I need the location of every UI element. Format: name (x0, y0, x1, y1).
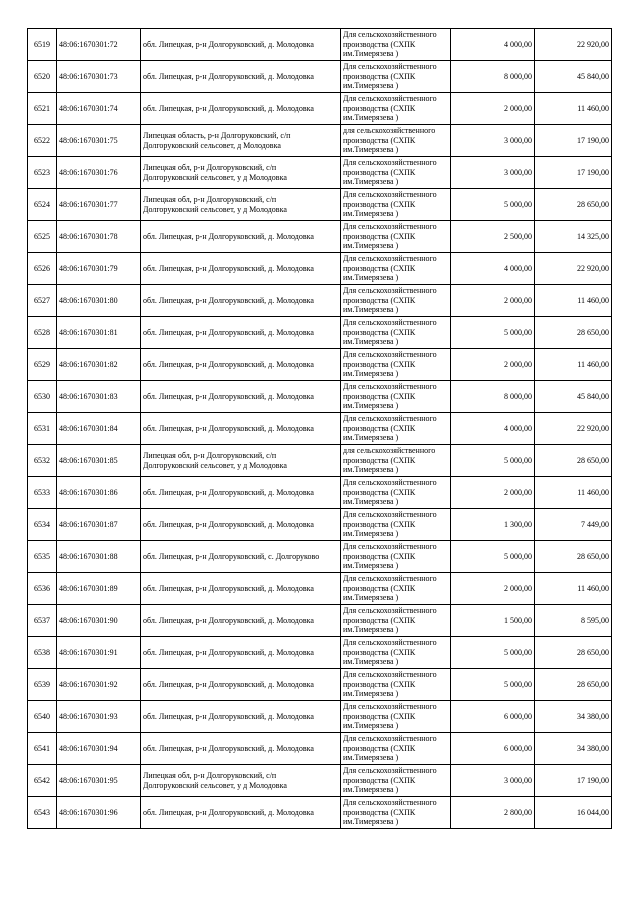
cadastral-number-cell: 48:06:1670301:78 (57, 221, 141, 253)
area-cell: 2 800,00 (451, 797, 535, 829)
land-use-cell-line: производства (СХПК (343, 135, 416, 145)
land-use-cell-line: для сельскохозяйственного (343, 446, 436, 456)
cadastral-value-cell: 28 650,00 (535, 189, 612, 221)
table-row (28, 157, 612, 189)
land-use-cell-line: производства (СХПК (343, 647, 416, 657)
address-cell-line: обл. Липецкая, р-н Долгоруковский, д. Молодовка (143, 71, 314, 81)
land-use-cell-line: Для сельскохозяйственного (343, 734, 437, 744)
cadastral-value-cell: 45 840,00 (535, 61, 612, 93)
address-cell (141, 189, 341, 221)
table-row (28, 189, 612, 221)
area-cell: 2 000,00 (451, 93, 535, 125)
land-use-cell-line: производства (СХПК (343, 487, 416, 497)
address-cell (141, 445, 341, 477)
land-use-cell-line: производства (СХПК (343, 551, 416, 561)
land-use-cell (341, 669, 451, 701)
address-cell (141, 733, 341, 765)
row-number-cell: 6543 (28, 797, 57, 829)
table-row (28, 573, 612, 605)
area-cell: 1 300,00 (451, 509, 535, 541)
area-cell: 2 000,00 (451, 477, 535, 509)
row-number-cell: 6540 (28, 701, 57, 733)
cadastral-number-cell: 48:06:1670301:88 (57, 541, 141, 573)
land-plots-table (27, 28, 612, 829)
address-cell (141, 285, 341, 317)
row-number-cell: 6527 (28, 285, 57, 317)
cadastral-value-cell: 28 650,00 (535, 669, 612, 701)
address-cell (141, 573, 341, 605)
area-cell: 8 000,00 (451, 61, 535, 93)
cadastral-value-cell: 28 650,00 (535, 541, 612, 573)
row-number-cell: 6523 (28, 157, 57, 189)
cadastral-number-cell: 48:06:1670301:93 (57, 701, 141, 733)
address-cell (141, 61, 341, 93)
address-cell-line: Липецкая область, р-н Долгоруковский, с/п (143, 131, 291, 140)
table-row (28, 701, 612, 733)
address-cell-line: Липецкая обл, р-н Долгоруковский, с/п (143, 451, 277, 460)
address-cell (141, 29, 341, 61)
address-cell-line: обл. Липецкая, р-н Долгоруковский, д. Молодовка (143, 327, 314, 337)
cadastral-number-cell: 48:06:1670301:73 (57, 61, 141, 93)
cadastral-number-cell: 48:06:1670301:84 (57, 413, 141, 445)
table-row (28, 61, 612, 93)
land-use-cell-line: Для сельскохозяйственного (343, 798, 437, 808)
address-cell-line: обл. Липецкая, р-н Долгоруковский, д. Молодовка (143, 295, 314, 305)
land-use-cell-line: Для сельскохозяйственного (343, 670, 437, 680)
address-cell-line: Липецкая обл, р-н Долгоруковский, с/п (143, 195, 277, 204)
land-use-cell-line: производства (СХПК (343, 327, 416, 337)
cadastral-number-cell: 48:06:1670301:74 (57, 93, 141, 125)
cadastral-value-cell: 11 460,00 (535, 93, 612, 125)
address-cell (141, 221, 341, 253)
land-use-cell-line: Для сельскохозяйственного (343, 542, 437, 552)
land-use-cell-line: Для сельскохозяйственного (343, 62, 437, 72)
cadastral-value-cell: 7 449,00 (535, 509, 612, 541)
land-use-cell-line: им.Тимерязева ) (343, 113, 399, 123)
land-use-cell (341, 605, 451, 637)
land-use-cell-line: им.Тимерязева ) (343, 177, 399, 187)
land-use-cell (341, 125, 451, 157)
land-use-cell-line: производства (СХПК (343, 423, 416, 433)
address-cell (141, 253, 341, 285)
land-use-cell-line: производства (СХПК (343, 71, 416, 81)
address-cell (141, 93, 341, 125)
address-cell (141, 797, 341, 829)
land-use-cell-line: Для сельскохозяйственного (343, 766, 437, 776)
address-cell (141, 477, 341, 509)
cadastral-number-cell: 48:06:1670301:72 (57, 29, 141, 61)
cadastral-value-cell: 22 920,00 (535, 413, 612, 445)
table-row (28, 285, 612, 317)
cadastral-number-cell: 48:06:1670301:85 (57, 445, 141, 477)
cadastral-number-cell: 48:06:1670301:92 (57, 669, 141, 701)
row-number-cell: 6530 (28, 381, 57, 413)
land-use-cell-line: производства (СХПК (343, 679, 416, 689)
address-cell-line: обл. Липецкая, р-н Долгоруковский, д. Молодовка (143, 231, 314, 241)
address-cell-line: обл. Липецкая, р-н Долгоруковский, д. Молодовка (143, 679, 314, 689)
table-row (28, 765, 612, 797)
land-use-cell-line: Для сельскохозяйственного (343, 414, 437, 424)
address-cell (141, 317, 341, 349)
land-use-cell-line: производства (СХПК (343, 711, 416, 721)
land-use-cell-line: Для сельскохозяйственного (343, 30, 437, 40)
land-use-cell (341, 349, 451, 381)
address-cell (141, 413, 341, 445)
table-row (28, 221, 612, 253)
cadastral-value-cell: 11 460,00 (535, 285, 612, 317)
cadastral-number-cell: 48:06:1670301:94 (57, 733, 141, 765)
table-row (28, 29, 612, 61)
land-use-cell-line: им.Тимерязева ) (343, 593, 399, 603)
land-use-cell-line: производства (СХПК (343, 295, 416, 305)
address-cell (141, 349, 341, 381)
cadastral-value-cell: 22 920,00 (535, 253, 612, 285)
land-use-cell-line: Для сельскохозяйственного (343, 702, 437, 712)
area-cell: 2 000,00 (451, 285, 535, 317)
address-cell-line: обл. Липецкая, р-н Долгоруковский, д. Молодовка (143, 615, 314, 625)
address-cell (141, 605, 341, 637)
land-use-cell-line: им.Тимерязева ) (343, 465, 399, 475)
cadastral-number-cell: 48:06:1670301:96 (57, 797, 141, 829)
address-cell (141, 765, 341, 797)
land-use-cell (341, 637, 451, 669)
table-row (28, 413, 612, 445)
land-use-cell (341, 797, 451, 829)
table-row (28, 797, 612, 829)
row-number-cell: 6532 (28, 445, 57, 477)
land-use-cell-line: им.Тимерязева ) (343, 625, 399, 635)
row-number-cell: 6538 (28, 637, 57, 669)
address-cell-line: обл. Липецкая, р-н Долгоруковский, д. Молодовка (143, 487, 314, 497)
cadastral-number-cell: 48:06:1670301:86 (57, 477, 141, 509)
land-use-cell-line: Для сельскохозяйственного (343, 254, 437, 264)
address-cell (141, 157, 341, 189)
address-cell-line: обл. Липецкая, р-н Долгоруковский, д. Молодовка (143, 807, 314, 817)
cadastral-value-cell: 17 190,00 (535, 157, 612, 189)
table-row (28, 381, 612, 413)
area-cell: 4 000,00 (451, 29, 535, 61)
cadastral-number-cell: 48:06:1670301:80 (57, 285, 141, 317)
area-cell: 4 000,00 (451, 413, 535, 445)
row-number-cell: 6537 (28, 605, 57, 637)
table-row (28, 541, 612, 573)
cadastral-value-cell: 34 380,00 (535, 701, 612, 733)
area-cell: 6 000,00 (451, 733, 535, 765)
row-number-cell: 6519 (28, 29, 57, 61)
row-number-cell: 6536 (28, 573, 57, 605)
address-cell (141, 381, 341, 413)
cadastral-value-cell: 8 595,00 (535, 605, 612, 637)
address-cell-line: обл. Липецкая, р-н Долгоруковский, д. Молодовка (143, 263, 314, 273)
address-cell-line: обл. Липецкая, р-н Долгоруковский, д. Молодовка (143, 743, 314, 753)
land-use-cell-line: Для сельскохозяйственного (343, 510, 437, 520)
row-number-cell: 6520 (28, 61, 57, 93)
cadastral-number-cell: 48:06:1670301:95 (57, 765, 141, 797)
land-use-cell-line: Для сельскохозяйственного (343, 382, 437, 392)
land-use-cell (341, 29, 451, 61)
area-cell: 5 000,00 (451, 541, 535, 573)
land-use-cell (341, 157, 451, 189)
land-use-cell (341, 93, 451, 125)
land-use-cell-line: производства (СХПК (343, 231, 416, 241)
land-use-cell-line: для сельскохозяйственного (343, 126, 436, 136)
cadastral-number-cell: 48:06:1670301:82 (57, 349, 141, 381)
row-number-cell: 6533 (28, 477, 57, 509)
land-use-cell-line: Для сельскохозяйственного (343, 94, 437, 104)
address-cell-line: обл. Липецкая, р-н Долгоруковский, д. Молодовка (143, 103, 314, 113)
cadastral-value-cell: 11 460,00 (535, 349, 612, 381)
table-row (28, 125, 612, 157)
land-use-cell (341, 445, 451, 477)
land-use-cell-line: производства (СХПК (343, 103, 416, 113)
cadastral-value-cell: 28 650,00 (535, 317, 612, 349)
land-use-cell (341, 413, 451, 445)
land-use-cell (341, 541, 451, 573)
row-number-cell: 6534 (28, 509, 57, 541)
area-cell: 3 000,00 (451, 157, 535, 189)
cadastral-value-cell: 45 840,00 (535, 381, 612, 413)
address-cell-line: Липецкая обл, р-н Долгоруковский, с/п (143, 163, 277, 172)
land-use-cell-line: производства (СХПК (343, 615, 416, 625)
area-cell: 2 000,00 (451, 349, 535, 381)
land-use-cell-line: им.Тимерязева ) (343, 305, 399, 315)
area-cell: 5 000,00 (451, 189, 535, 221)
land-use-cell-line: им.Тимерязева ) (343, 497, 399, 507)
land-use-cell-line: Для сельскохозяйственного (343, 190, 437, 200)
area-cell: 3 000,00 (451, 765, 535, 797)
land-use-cell-line: Для сельскохозяйственного (343, 158, 437, 168)
row-number-cell: 6521 (28, 93, 57, 125)
land-use-cell-line: им.Тимерязева ) (343, 49, 399, 59)
row-number-cell: 6529 (28, 349, 57, 381)
land-use-cell-line: производства (СХПК (343, 455, 416, 465)
land-use-cell-line: им.Тимерязева ) (343, 433, 399, 443)
table-row (28, 477, 612, 509)
land-use-cell-line: им.Тимерязева ) (343, 273, 399, 283)
land-use-cell-line: Для сельскохозяйственного (343, 478, 437, 488)
row-number-cell: 6531 (28, 413, 57, 445)
land-use-cell (341, 701, 451, 733)
table-row (28, 733, 612, 765)
row-number-cell: 6524 (28, 189, 57, 221)
area-cell: 3 000,00 (451, 125, 535, 157)
land-use-cell-line: производства (СХПК (343, 583, 416, 593)
area-cell: 4 000,00 (451, 253, 535, 285)
area-cell: 5 000,00 (451, 669, 535, 701)
land-use-cell-line: производства (СХПК (343, 519, 416, 529)
cadastral-number-cell: 48:06:1670301:83 (57, 381, 141, 413)
row-number-cell: 6522 (28, 125, 57, 157)
land-use-cell-line: производства (СХПК (343, 167, 416, 177)
land-use-cell-line: производства (СХПК (343, 391, 416, 401)
table-row (28, 509, 612, 541)
cadastral-number-cell: 48:06:1670301:89 (57, 573, 141, 605)
land-use-cell-line: производства (СХПК (343, 807, 416, 817)
table-body (28, 29, 612, 829)
land-use-cell-line: производства (СХПК (343, 775, 416, 785)
land-use-cell-line: им.Тимерязева ) (343, 81, 399, 91)
table-row (28, 605, 612, 637)
address-cell-line: обл. Липецкая, р-н Долгоруковский, д. Молодовка (143, 647, 314, 657)
land-use-cell (341, 221, 451, 253)
cadastral-number-cell: 48:06:1670301:75 (57, 125, 141, 157)
cadastral-value-cell: 28 650,00 (535, 445, 612, 477)
area-cell: 2 500,00 (451, 221, 535, 253)
land-use-cell-line: им.Тимерязева ) (343, 561, 399, 571)
land-use-cell (341, 61, 451, 93)
land-use-cell-line: Для сельскохозяйственного (343, 638, 437, 648)
table-row (28, 317, 612, 349)
cadastral-value-cell: 17 190,00 (535, 765, 612, 797)
area-cell: 5 000,00 (451, 317, 535, 349)
land-use-cell-line: им.Тимерязева ) (343, 657, 399, 667)
land-use-cell-line: им.Тимерязева ) (343, 241, 399, 251)
land-use-cell-line: Для сельскохозяйственного (343, 350, 437, 360)
address-cell (141, 541, 341, 573)
cadastral-number-cell: 48:06:1670301:81 (57, 317, 141, 349)
cadastral-number-cell: 48:06:1670301:87 (57, 509, 141, 541)
address-cell (141, 125, 341, 157)
table-row (28, 637, 612, 669)
address-cell-line: Долгоруковский сельсовет, у д Молодовка (143, 172, 287, 182)
address-cell-line: обл. Липецкая, р-н Долгоруковский, д. Молодовка (143, 711, 314, 721)
address-cell-line: Долгоруковский сельсовет, у д Молодовка (143, 780, 287, 790)
land-use-cell (341, 509, 451, 541)
land-use-cell-line: им.Тимерязева ) (343, 753, 399, 763)
table-row (28, 93, 612, 125)
land-use-cell (341, 189, 451, 221)
row-number-cell: 6539 (28, 669, 57, 701)
land-use-cell-line: производства (СХПК (343, 39, 416, 49)
address-cell (141, 509, 341, 541)
row-number-cell: 6542 (28, 765, 57, 797)
land-use-cell (341, 477, 451, 509)
row-number-cell: 6535 (28, 541, 57, 573)
land-use-cell-line: им.Тимерязева ) (343, 145, 399, 155)
table-row (28, 349, 612, 381)
address-cell-line: обл. Липецкая, р-н Долгоруковский, д. Молодовка (143, 391, 314, 401)
address-cell-line: обл. Липецкая, р-н Долгоруковский, д. Молодовка (143, 359, 314, 369)
land-use-cell-line: им.Тимерязева ) (343, 721, 399, 731)
land-use-cell-line: им.Тимерязева ) (343, 689, 399, 699)
land-use-cell-line: производства (СХПК (343, 199, 416, 209)
land-use-cell-line: им.Тимерязева ) (343, 337, 399, 347)
land-use-cell-line: Для сельскохозяйственного (343, 318, 437, 328)
cadastral-value-cell: 14 325,00 (535, 221, 612, 253)
land-use-cell-line: им.Тимерязева ) (343, 209, 399, 219)
land-use-cell-line: им.Тимерязева ) (343, 401, 399, 411)
land-use-cell-line: производства (СХПК (343, 359, 416, 369)
area-cell: 1 500,00 (451, 605, 535, 637)
land-use-cell (341, 573, 451, 605)
area-cell: 5 000,00 (451, 445, 535, 477)
land-use-cell-line: Для сельскохозяйственного (343, 574, 437, 584)
table-row (28, 669, 612, 701)
land-use-cell (341, 317, 451, 349)
cadastral-number-cell: 48:06:1670301:79 (57, 253, 141, 285)
land-use-cell-line: производства (СХПК (343, 743, 416, 753)
row-number-cell: 6525 (28, 221, 57, 253)
land-use-cell-line: им.Тимерязева ) (343, 369, 399, 379)
cadastral-value-cell: 34 380,00 (535, 733, 612, 765)
area-cell: 5 000,00 (451, 637, 535, 669)
address-cell-line: обл. Липецкая, р-н Долгоруковский, д. Молодовка (143, 583, 314, 593)
land-use-cell (341, 381, 451, 413)
address-cell-line: Долгоруковский сельсовет, д Молодовка (143, 140, 281, 150)
land-use-cell (341, 733, 451, 765)
row-number-cell: 6528 (28, 317, 57, 349)
cadastral-value-cell: 17 190,00 (535, 125, 612, 157)
land-use-cell (341, 253, 451, 285)
address-cell-line: обл. Липецкая, р-н Долгоруковский, д. Молодовка (143, 423, 314, 433)
cadastral-value-cell: 28 650,00 (535, 637, 612, 669)
address-cell-line: Долгоруковский сельсовет, у д Молодовка (143, 460, 287, 470)
address-cell-line: обл. Липецкая, р-н Долгоруковский, д. Молодовка (143, 39, 314, 49)
land-use-cell-line: им.Тимерязева ) (343, 785, 399, 795)
row-number-cell: 6541 (28, 733, 57, 765)
address-cell-line: обл. Липецкая, р-н Долгоруковский, с. Долгоруково (143, 551, 320, 561)
row-number-cell: 6526 (28, 253, 57, 285)
cadastral-value-cell: 16 044,00 (535, 797, 612, 829)
area-cell: 2 000,00 (451, 573, 535, 605)
cadastral-value-cell: 11 460,00 (535, 573, 612, 605)
table-row (28, 253, 612, 285)
cadastral-value-cell: 11 460,00 (535, 477, 612, 509)
address-cell-line: Долгоруковский сельсовет, у д Молодовка (143, 204, 287, 214)
address-cell (141, 637, 341, 669)
cadastral-number-cell: 48:06:1670301:90 (57, 605, 141, 637)
land-use-cell (341, 285, 451, 317)
land-use-cell-line: производства (СХПК (343, 263, 416, 273)
address-cell-line: обл. Липецкая, р-н Долгоруковский, д. Молодовка (143, 519, 314, 529)
cadastral-number-cell: 48:06:1670301:76 (57, 157, 141, 189)
land-use-cell-line: Для сельскохозяйственного (343, 606, 437, 616)
cadastral-number-cell: 48:06:1670301:77 (57, 189, 141, 221)
land-use-cell-line: им.Тимерязева ) (343, 817, 399, 827)
table-row (28, 445, 612, 477)
area-cell: 6 000,00 (451, 701, 535, 733)
land-use-cell (341, 765, 451, 797)
cadastral-number-cell: 48:06:1670301:91 (57, 637, 141, 669)
land-use-cell-line: им.Тимерязева ) (343, 529, 399, 539)
area-cell: 8 000,00 (451, 381, 535, 413)
land-use-cell-line: Для сельскохозяйственного (343, 286, 437, 296)
land-use-cell-line: Для сельскохозяйственного (343, 222, 437, 232)
cadastral-value-cell: 22 920,00 (535, 29, 612, 61)
address-cell (141, 701, 341, 733)
address-cell (141, 669, 341, 701)
address-cell-line: Липецкая обл, р-н Долгоруковский, с/п (143, 771, 277, 780)
